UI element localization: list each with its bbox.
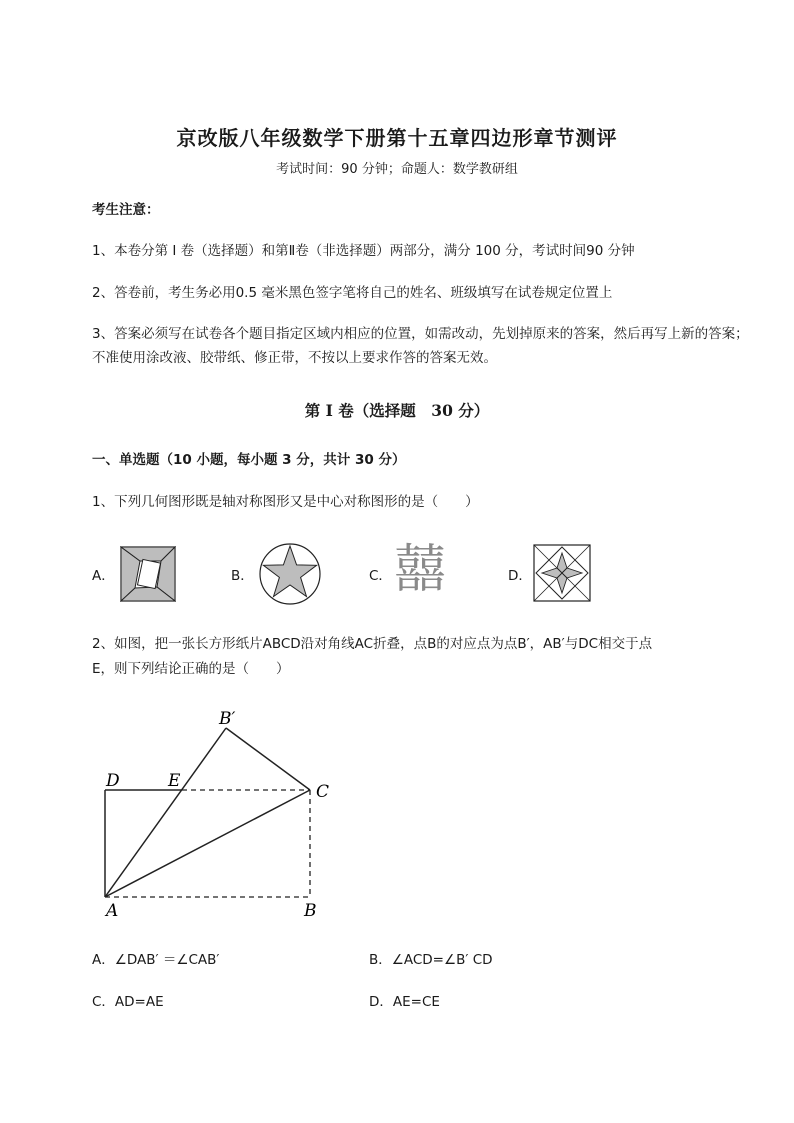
label-b-prime: B′ — [219, 709, 236, 729]
q1-option-b-figure — [258, 542, 322, 606]
question-1-stem: 1、下列几何图形既是轴对称图形又是中心对称图形的是（ ） — [92, 494, 479, 510]
label-b: B — [304, 901, 317, 921]
segment-ab-prime — [105, 728, 226, 897]
q1-option-a-figure — [120, 546, 176, 602]
label-a: A — [106, 901, 119, 921]
notice-item-3: 3、答案必须写在试卷各个题目指定区域内相应的位置，如需改动，先划掉原来的答案，然后再写上新的答案；不准使用涂改液、胶带纸、修正带，不按以上要求作答的答案无效。 — [92, 326, 749, 366]
notice-item-1: 1、本卷分第 I 卷（选择题）和第Ⅱ卷（非选择题）两部分，满分 100 分，考试时间90 分钟 — [92, 243, 635, 259]
q2-choice-c: C．AD=AE — [92, 994, 164, 1010]
question-2-stem-line-2: E，则下列结论正确的是（ ） — [92, 661, 290, 677]
q1-option-c-label: C． — [369, 568, 392, 584]
q1-option-d-label: D． — [508, 568, 532, 584]
segment-b-prime-c — [226, 728, 310, 790]
q2-choice-a: A．∠DAB′ ＝∠CAB′ — [92, 952, 220, 968]
diagonal-ac — [105, 790, 310, 897]
question-2-stem-line-1: 2、如图，把一张长方形纸片ABCD沿对角线AC折叠，点B的对应点为点B′，AB′与DC相交于点 — [92, 636, 653, 652]
q2-choice-d: D．AE=CE — [369, 994, 440, 1010]
label-d: D — [106, 771, 120, 791]
q1-option-b-label: B． — [231, 568, 254, 584]
exam-subtitle: 考试时间：90 分钟；命题人：数学教研组 — [276, 162, 518, 177]
section-title: 第 I 卷（选择题 30 分） — [304, 401, 490, 420]
q1-option-a-label: A． — [92, 568, 115, 584]
q2-choice-b: B．∠ACD=∠B′ CD — [369, 952, 493, 968]
notice-heading: 考生注意： — [92, 202, 160, 218]
notice-item-2: 2、答卷前，考生务必用0.5 毫米黑色签字笔将自己的姓名、班级填写在试卷规定位置上 — [92, 285, 613, 301]
q1-option-d-figure — [533, 544, 591, 602]
fold-diagram — [92, 700, 352, 930]
label-e: E — [168, 771, 181, 791]
part-heading: 一、单选题（10 小题，每小题 3 分，共计 30 分） — [92, 452, 406, 468]
exam-title: 京改版八年级数学下册第十五章四边形章节测评 — [176, 126, 618, 150]
q1-option-c-figure: 囍 — [394, 540, 447, 600]
label-c: C — [316, 782, 330, 802]
